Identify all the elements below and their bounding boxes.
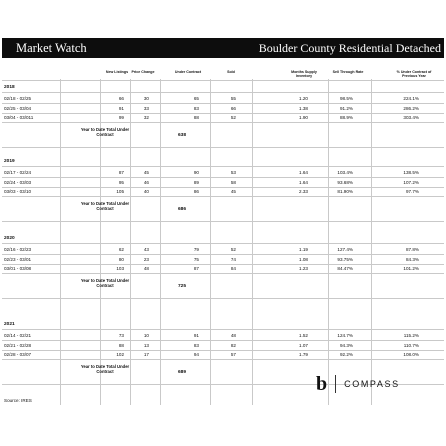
table-cell: 55: [230, 96, 236, 101]
date-range-label: 02/24 - 03/03: [4, 179, 32, 185]
table-cell: 1.52: [299, 333, 308, 338]
ytd-label: Year to Date Total Under Contract: [80, 127, 130, 137]
section-divider: [2, 221, 444, 222]
table-cell: 1.90: [299, 115, 308, 120]
table-cell: 89: [193, 179, 199, 185]
table-cell: 40: [143, 189, 149, 194]
row-divider: [2, 359, 444, 360]
table-cell: 13: [143, 342, 149, 348]
table-cell: 91: [118, 105, 124, 111]
table-cell: 87.8%: [405, 247, 419, 252]
row-divider: [2, 254, 444, 255]
date-range-label: 02/21 - 02/28: [4, 342, 32, 348]
table-cell: 83: [193, 105, 199, 111]
table-cell: 124.7%: [337, 333, 353, 338]
table-cell: 98.5%: [339, 96, 353, 101]
table-cell: 30: [143, 96, 149, 101]
row-divider: [2, 113, 444, 114]
table-cell: 138.5%: [403, 170, 419, 175]
grid-line-vertical: [160, 79, 161, 405]
ytd-label: Year to Date Total Under Contract: [80, 201, 130, 211]
column-header: New Listings: [105, 70, 129, 74]
date-range-label: 03/01 - 03/08: [4, 266, 32, 271]
table-cell: 94: [193, 352, 199, 357]
row-divider: [2, 264, 444, 265]
table-cell: 88: [193, 115, 199, 120]
date-range-label: 03/04 - 03/011: [4, 115, 34, 120]
table-cell: 83: [193, 342, 199, 348]
table-cell: 1.23: [299, 266, 308, 271]
table-cell: 99: [118, 115, 124, 120]
table-cell: 33: [143, 105, 149, 111]
table-cell: 87: [118, 170, 124, 175]
table-cell: 82: [230, 342, 236, 348]
row-divider: [2, 166, 444, 167]
date-range-label: 02/25 - 03/04: [4, 105, 32, 111]
table-cell: 91: [193, 333, 199, 338]
table-cell: 108.0%: [403, 352, 419, 357]
table-cell: 66: [118, 96, 124, 101]
report-subtitle: Boulder County Residential Detached: [258, 40, 441, 55]
table-cell: 94.3%: [339, 342, 353, 348]
date-range-label: 02/28 - 03/07: [4, 352, 32, 357]
row-divider: [2, 273, 444, 274]
header-divider: [2, 80, 444, 81]
table-cell: 92.2%: [339, 352, 353, 357]
table-cell: 110.7%: [403, 342, 419, 348]
table-cell: 1.38: [299, 105, 308, 111]
table-cell: 81.90%: [337, 189, 353, 194]
table-cell: 45: [230, 189, 236, 194]
table-cell: 91.2%: [339, 105, 353, 111]
table-cell: 62: [118, 247, 124, 252]
table-cell: 10: [143, 333, 149, 338]
date-range-label: 03/03 - 03/10: [4, 189, 32, 194]
table-cell: 57: [230, 352, 236, 357]
ytd-value: 725: [178, 284, 187, 289]
row-divider: [2, 196, 444, 197]
table-cell: 84.47%: [337, 266, 353, 271]
table-cell: 1.64: [299, 179, 308, 185]
date-range-label: 02/14 - 02/21: [4, 333, 32, 338]
table-cell: 80: [118, 256, 124, 262]
table-cell: 286.2%: [403, 105, 419, 111]
date-range-label: 02/16 - 02/23: [4, 247, 32, 252]
table-cell: 103: [116, 266, 124, 271]
table-cell: 1.64: [299, 170, 308, 175]
ytd-label: Year to Date Total Under Contract: [80, 364, 130, 374]
row-divider: [2, 329, 444, 330]
table-cell: 224.1%: [403, 96, 419, 101]
grid-line-vertical: [60, 79, 61, 405]
market-table: [2, 63, 444, 405]
row-divider: [2, 187, 444, 188]
table-cell: 74: [230, 256, 236, 262]
table-cell: 2.33: [299, 189, 308, 194]
table-cell: 86: [193, 189, 199, 194]
table-cell: 1.20: [299, 96, 308, 101]
table-cell: 93.68%: [337, 179, 353, 185]
date-range-label: 02/17 - 02/24: [4, 170, 32, 175]
row-divider: [2, 243, 444, 244]
row-divider: [2, 103, 444, 104]
table-cell: 45: [143, 170, 149, 175]
table-cell: 90: [193, 170, 199, 175]
table-cell: 101.2%: [403, 266, 419, 271]
table-cell: 53: [230, 170, 236, 175]
grid-line-vertical: [371, 79, 372, 405]
date-range-label: 02/18 - 02/25: [4, 96, 32, 101]
table-cell: 107.2%: [403, 179, 419, 185]
table-cell: 17: [143, 352, 149, 357]
logo-wordmark: COMPASS: [344, 379, 400, 389]
row-divider: [2, 122, 444, 123]
table-cell: 32: [143, 115, 149, 120]
report-banner: [2, 38, 444, 58]
compass-logo: [316, 374, 400, 394]
table-cell: 66: [230, 105, 236, 111]
date-range-label: 02/23 - 03/01: [4, 256, 32, 262]
column-header: Sold: [227, 70, 235, 74]
table-cell: 115.2%: [403, 333, 419, 338]
column-header: Sell Through Rate: [332, 70, 364, 74]
table-cell: 97.7%: [405, 189, 419, 194]
table-cell: 127.4%: [337, 247, 353, 252]
table-cell: 93.75%: [337, 256, 353, 262]
table-cell: 75: [193, 256, 199, 262]
table-cell: 103.4%: [337, 170, 353, 175]
table-cell: 88.9%: [339, 115, 353, 120]
table-cell: 95: [118, 179, 124, 185]
table-cell: 46: [143, 179, 149, 185]
ytd-label: Year to Date Total Under Contract: [80, 278, 130, 288]
ytd-value: 686: [178, 207, 187, 212]
table-cell: 84: [230, 266, 236, 271]
table-cell: 84.3%: [405, 256, 419, 262]
table-cell: 1.07: [299, 342, 308, 348]
year-heading: 2019: [4, 159, 15, 164]
table-cell: 73: [118, 333, 124, 338]
table-cell: 48: [230, 333, 236, 338]
grid-line-vertical: [210, 79, 211, 405]
table-cell: 102: [116, 352, 124, 357]
table-cell: 65: [193, 96, 199, 101]
year-heading: 2021: [4, 322, 15, 327]
table-cell: 1.19: [299, 247, 308, 252]
report-section-title: Market Watch: [16, 40, 87, 55]
table-cell: 48: [143, 266, 149, 271]
table-cell: 79: [193, 247, 199, 252]
table-cell: 43: [143, 247, 149, 252]
table-cell: 52: [230, 247, 236, 252]
section-divider: [2, 298, 444, 299]
section-divider: [2, 147, 444, 148]
table-cell: 87: [193, 266, 199, 271]
table-cell: 303.4%: [403, 115, 419, 120]
row-divider: [2, 92, 444, 93]
ytd-value: 689: [178, 370, 187, 375]
table-cell: 88: [118, 342, 124, 348]
column-header: Price Change: [131, 70, 155, 74]
table-cell: 105: [116, 189, 124, 194]
source-note: Source: IRES: [4, 398, 32, 403]
column-header: Under Contract: [174, 70, 202, 74]
year-heading: 2018: [4, 85, 15, 90]
logo-mark: b: [316, 373, 328, 395]
table-cell: 52: [230, 115, 236, 120]
row-divider: [2, 340, 444, 341]
year-heading: 2020: [4, 236, 15, 241]
table-cell: 23: [143, 256, 149, 262]
table-cell: 1.79: [299, 352, 308, 357]
table-cell: 58: [230, 179, 236, 185]
grid-line-vertical: [252, 79, 253, 405]
row-divider: [2, 177, 444, 178]
column-header: Months Supply Inventory: [291, 70, 317, 79]
row-divider: [2, 350, 444, 351]
column-header: % Under Contract of Previous Year: [396, 70, 432, 79]
table-cell: 1.08: [299, 256, 308, 262]
ytd-value: 638: [178, 133, 187, 138]
logo-divider: [335, 375, 336, 393]
